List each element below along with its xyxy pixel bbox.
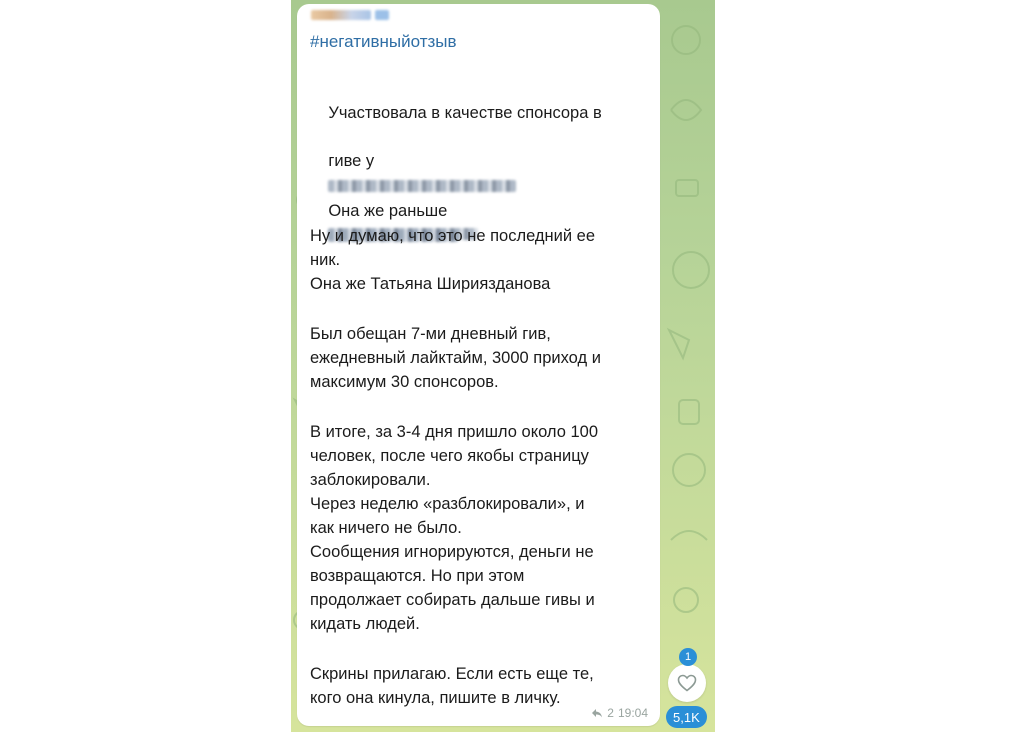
paragraph-1-line-1: Участвовала в качестве спонсора в [328,104,602,122]
share-icon [591,708,603,718]
blurred-name [311,10,371,20]
message-bubble[interactable] [297,4,660,726]
reaction-button[interactable] [668,664,706,702]
reaction-count-badge: 1 [679,648,697,666]
blurred-badge [375,10,389,20]
view-count: 5,1K [666,706,707,728]
heart-icon [677,674,697,692]
hashtag-link[interactable]: #негативныйотзыв [310,32,457,51]
paragraph-3: Ну и думаю, что это не последний ее ник. Она же Татьяна Шириязданова [310,227,596,293]
paragraph-4: Был обещан 7-ми дневный гив, ежедневный лайктайм, 3000 приход и максимум 30 спонсоров. [310,325,601,391]
paragraph-6: Скрины прилагаю. Если есть еще те, кого она кинула, пишите в личку. [310,665,594,707]
sender-name-blurred [311,8,401,22]
message-meta [591,706,648,720]
paragraph-1-line-2: гиве у [328,152,375,170]
forward-count: 2 [607,706,614,720]
paragraph-2-text: Она же раньше [328,202,448,220]
paragraph-5: В итоге, за 3-4 дня пришло около 100 человек, после чего якобы страницу заблокировали. Через неделю «разблокировали», и как ничего не было. Сообщения игнорируются, деньги не возвращаются. Но при этом продолжает собирать дальше гивы и кидать людей. [310,423,599,633]
message-time: 19:04 [617,706,648,720]
